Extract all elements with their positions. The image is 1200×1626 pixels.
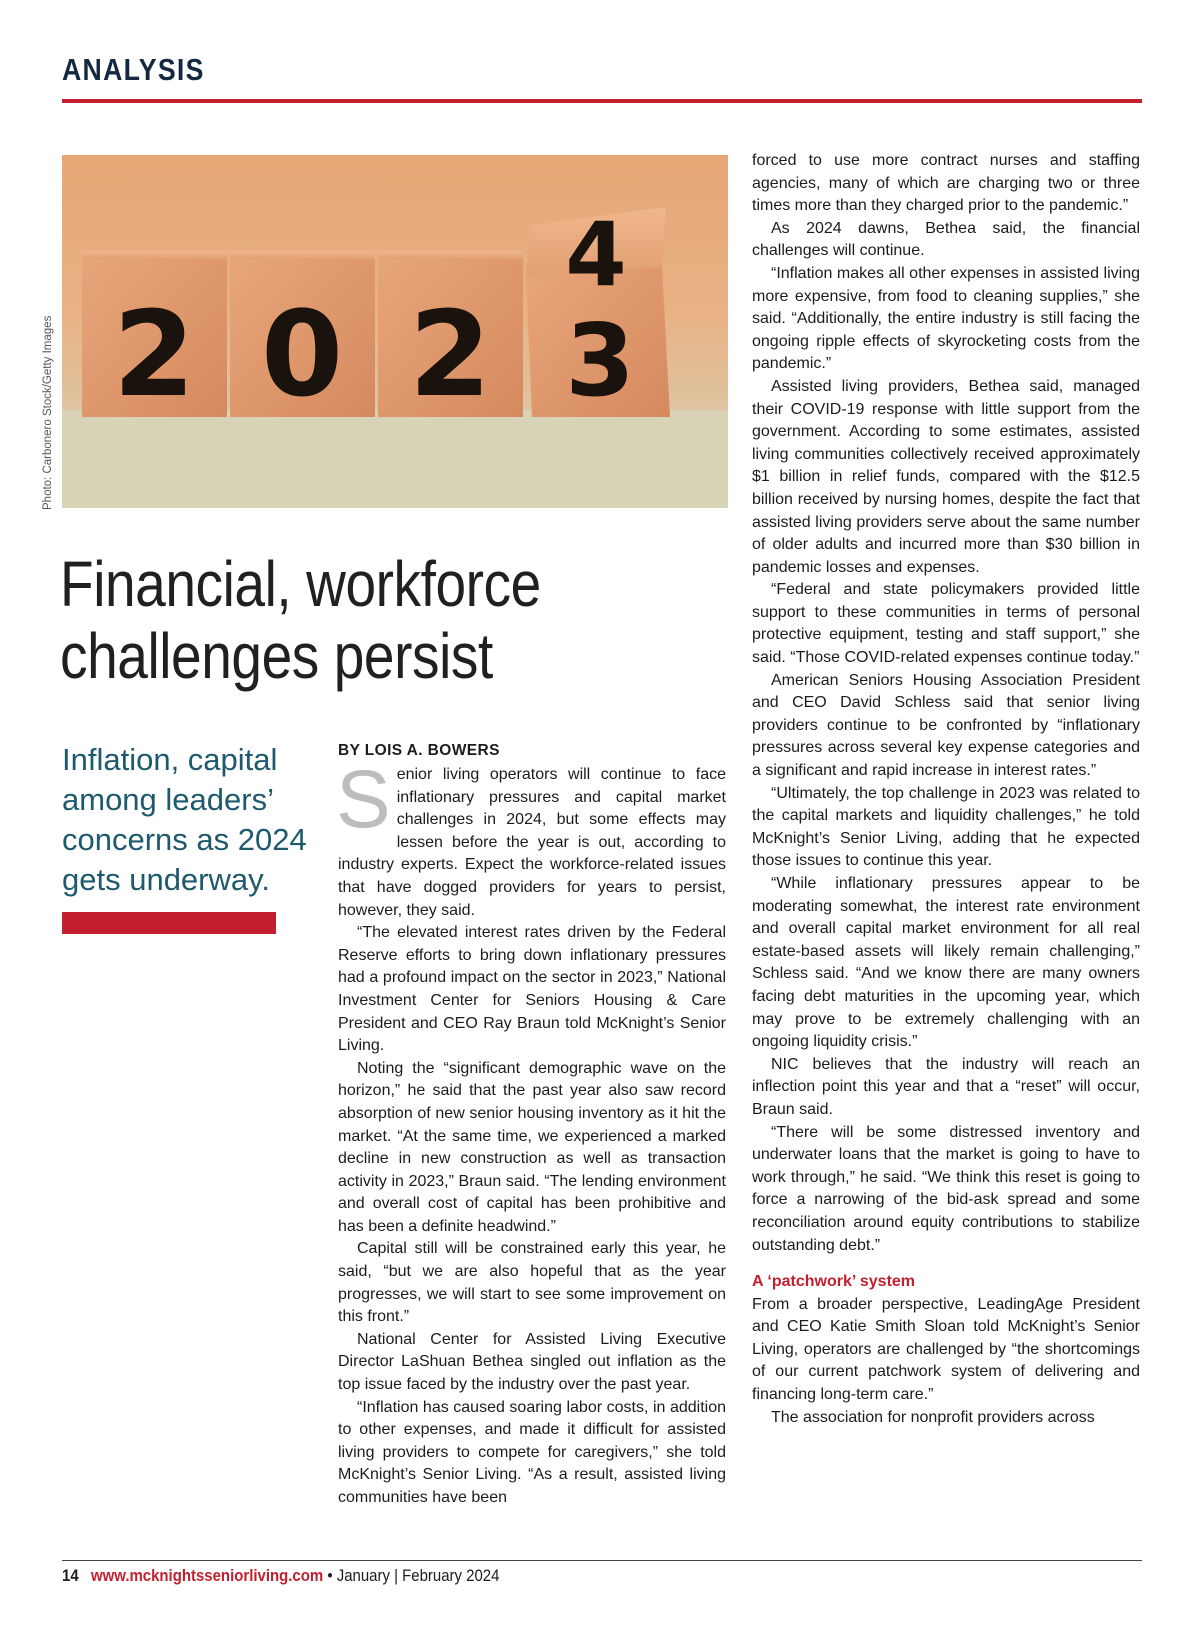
paragraph: “Ultimately, the top challenge in 2023 was related to the capital markets and liquidity challenges,” he told McKnight’s Senior Living, adding that he expected those issues to continue this year.	[752, 784, 1140, 870]
paragraph: National Center for Assisted Living Executive Director LaShuan Bethea singled out inflation as the top issue faced by the industry over the past year.	[338, 1330, 726, 1394]
byline: BY LOIS A. BOWERS	[338, 742, 500, 759]
subhead: A ‘patchwork’ system	[752, 1273, 916, 1291]
paragraph: “Inflation has caused soaring labor costs, in addition to other expenses, and made it difficult for assisted living providers to compete for caregivers,” she told McKnight’s Senior Living. “As a result, assisted living communities have been	[338, 1398, 726, 1506]
table-surface	[62, 410, 728, 508]
page-number: 14	[62, 1566, 79, 1585]
paragraph: Assisted living providers, Bethea said, managed their COVID-19 response with little support from the government. According to some estimates, assisted living communities collectively received approximately $1 billion in relief funds, compared with the $12.5 billion received by nursing homes, despite the fact that assisted living providers serve about the same number of older adults and incurred more than $30 billion in pandemic losses and expenses.	[752, 377, 1140, 576]
paragraph: American Seniors Housing Association President and CEO David Schless said that senior living providers continue to be confronted by “inflationary pressures across several key expense categories and a significant and rapid increase in interest rates.”	[752, 671, 1140, 780]
digit-2: 2	[112, 285, 196, 423]
deck: Inflation, capital among leaders’ concerns as 2024 gets underway.	[62, 742, 307, 897]
paragraph: As 2024 dawns, Bethea said, the financial challenges will continue.	[752, 219, 1140, 260]
paragraph: “While inflationary pressures appear to be moderating somewhat, the interest rate environment and overall capital market environment for all real estate-based assets will likely remain challenging,” Schless said. “And we know there are many owners facing debt maturities in the upcoming year, which may prove to be extremely challenging with an ongoing liquidity crisis.”	[752, 875, 1140, 1051]
paragraph: The association for nonprofit providers across	[771, 1408, 1095, 1426]
footer-rule	[62, 1560, 1142, 1561]
headline: Financial, workforce challenges persist	[60, 548, 541, 692]
paragraph: forced to use more contract nurses and staffing agencies, many of which are charging two or three times more than they charged prior to the pandemic.”	[752, 152, 1140, 215]
digit-3: 3	[565, 302, 635, 419]
column-1	[336, 754, 726, 1510]
deck-accent-bar	[62, 912, 276, 934]
website-link[interactable]: www.mcknightsseniorliving.com	[90, 1566, 324, 1585]
paragraph: Capital still will be constrained early this year, he said, “but we are also hopeful that as the year progresses, we will start to see some improvement on this front.”	[338, 1240, 726, 1326]
footer	[62, 1566, 499, 1586]
drop-cap: S	[336, 754, 391, 845]
digit-0: 0	[260, 285, 344, 423]
paragraph: “There will be some distressed inventory and underwater loans that the market is going to have to work through,” he said. “We think this reset is going to force a narrowing of the bid-ask spread and some reconciliation around equity contributions to stabilize outstanding debt.”	[752, 1123, 1140, 1254]
paragraph: Noting the “significant demographic wave on the horizon,” he said that the past year also saw record absorption of new senior housing inventory as it hit the market. “At the same time, we experienced a marked decline in new construction as well as transaction activity in 2023,” Braun said. “The lending environment and overall cost of capital has been prohibitive and has been a definite headwind.”	[338, 1059, 726, 1235]
top-rule	[62, 99, 1142, 103]
paragraph: NIC believes that the industry will reach an inflection point this year and that a “reset” will occur, Braun said.	[752, 1055, 1140, 1118]
paragraph: “The elevated interest rates driven by the Federal Reserve efforts to bring down inflationary pressures had a profound impact on the sector in 2023,” National Investment Center for Seniors Housing & Care President and CEO Ray Braun told McKnight’s Senior Living.	[338, 924, 726, 1055]
paragraph: “Inflation makes all other expenses in assisted living more expensive, from food to cleaning supplies,” she said. “Additionally, the entire industry is still facing the ongoing ripple effects of skyrocketing costs from the pandemic.”	[752, 264, 1140, 373]
digit-4: 4	[565, 203, 627, 306]
paragraph: Senior living operators will continue to face inflationary pressures and capital market challenges in 2024, but some effects may lessen before the year is out, according to industry experts. Expect the workforce-related issues that have dogged providers for years to persist, however, they said.	[336, 754, 726, 919]
section-label: ANALYSIS	[62, 52, 205, 87]
hero-photo	[62, 155, 728, 508]
column-2	[752, 150, 1140, 1429]
photo-credit: Photo: Carbonero Stock/Getty Images	[42, 315, 54, 510]
paragraph: From a broader perspective, LeadingAge President and CEO Katie Smith Sloan told McKnight’s Senior Living, operators are challenged by “the shortcomings of our current patchwork system of delivering and financing long-term care.”	[752, 1295, 1140, 1404]
digit-2b: 2	[408, 285, 492, 423]
issue-date: • January | February 2024	[323, 1566, 500, 1585]
paragraph: “Federal and state policymakers provided little support to these communities in terms of personal protective equipment, testing and staff support,” she said. “Those COVID-related expenses continue today.”	[752, 581, 1140, 667]
